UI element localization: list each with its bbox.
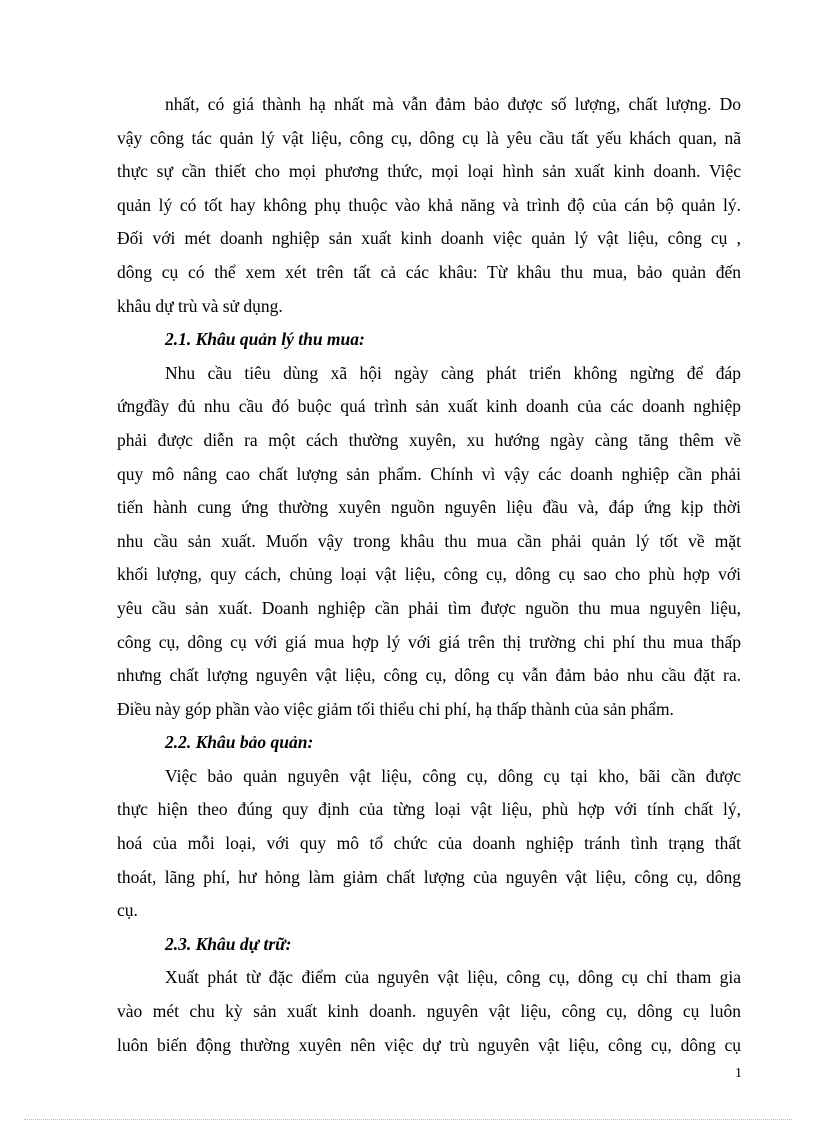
text-line: thoát, lãng phí, hư hỏng làm giảm chất lượng của nguyên vật liệu, công cụ, dông [117, 866, 741, 887]
page-number: 1 [735, 1066, 742, 1081]
page-bottom-divider [24, 1119, 792, 1120]
text-line: Xuất phát từ đặc điểm của nguyên vật liệu, công cụ, dông cụ chỉ tham gia [165, 967, 741, 988]
text-line: nhưng chất lượng nguyên vật liệu, công cụ, dông cụ vẫn đảm bảo nhu cầu đặt ra. [117, 665, 741, 686]
section-heading: 2.2. Khâu bảo quản: [165, 732, 314, 753]
text-line: khối lượng, quy cách, chủng loại vật liệu, công cụ, dông cụ sao cho phù hợp với [117, 564, 741, 585]
text-line: dông cụ có thể xem xét trên tất cả các khâu: Từ khâu thu mua, bảo quản đến [117, 261, 741, 282]
text-line: vào mét chu kỳ sản xuất kinh doanh. nguyên vật liệu, công cụ, dông cụ luôn [117, 1001, 741, 1022]
text-line: nhu cầu sản xuất. Muốn vậy trong khâu thu mua cần phải quản lý tốt về mặt [117, 530, 741, 551]
text-line: Đối với mét doanh nghiệp sản xuất kinh doanh việc quản lý vật liệu, công cụ , [117, 228, 741, 249]
body-text [117, 88, 741, 1062]
section-du-tru [117, 928, 741, 1062]
section-heading: 2.1. Khâu quản lý thu mua: [165, 329, 365, 350]
text-line: thực sự cần thiết cho mọi phương thức, mọi loại hình sản xuất kinh doanh. Việc [117, 161, 741, 182]
text-line: cụ. [117, 900, 138, 921]
section-heading: 2.3. Khâu dự trữ: [165, 933, 292, 954]
text-line: Nhu cầu tiêu dùng xã hội ngày càng phát triển không ngừng để đáp [165, 362, 741, 383]
text-line: quản lý có tốt hay không phụ thuộc vào khả năng và trình độ của cán bộ quản lý. [117, 194, 741, 215]
text-line: công cụ, dông cụ với giá mua hợp lý với giá trên thị trường chi phí thu mua thấp [117, 631, 741, 652]
text-line: yêu cầu sản xuất. Doanh nghiệp cần phải tìm được nguồn thu mua nguyên liệu, [117, 597, 741, 618]
text-line: hoá của mỗi loại, với quy mô tổ chức của doanh nghiệp tránh tình trạng thất [117, 833, 741, 854]
text-line: tiến hành cung ứng thường xuyên nguồn nguyên liệu đầu và, đáp ứng kịp thời [117, 497, 741, 518]
text-line: nhất, có giá thành hạ nhất mà vẫn đảm bảo được số lượng, chất lượng. Do [165, 94, 741, 114]
section-bao-quan [117, 726, 741, 928]
text-line: Điều này góp phần vào việc giảm tối thiểu chi phí, hạ thấp thành của sản phẩm. [117, 698, 674, 719]
text-line: vậy công tác quản lý vật liệu, công cụ, dông cụ là yêu cầu tất yếu khách quan, nã [117, 127, 741, 148]
paragraph-intro [117, 88, 741, 323]
text-line: khâu dự trù và sử dụng. [117, 295, 283, 316]
text-line: phải được diễn ra một cách thường xuyên, xu hướng ngày càng tăng thêm về [117, 429, 741, 450]
text-line: ứngđầy đủ nhu cầu đó buộc quá trình sản xuất kinh doanh của các doanh nghiệp [117, 396, 741, 417]
section-thu-mua [117, 323, 741, 726]
text-line: thực hiện theo đúng quy định của từng loại vật liệu, phù hợp với tính chất lý, [117, 799, 741, 820]
text-line: luôn biến động thường xuyên nên việc dự trù nguyên vật liệu, công cụ, dông cụ [117, 1034, 741, 1055]
text-line: quy mô nâng cao chất lượng sản phẩm. Chính vì vậy các doanh nghiệp cần phải [117, 463, 741, 484]
text-line: Việc bảo quản nguyên vật liệu, công cụ, dông cụ tại kho, bãi cần được [165, 765, 741, 786]
